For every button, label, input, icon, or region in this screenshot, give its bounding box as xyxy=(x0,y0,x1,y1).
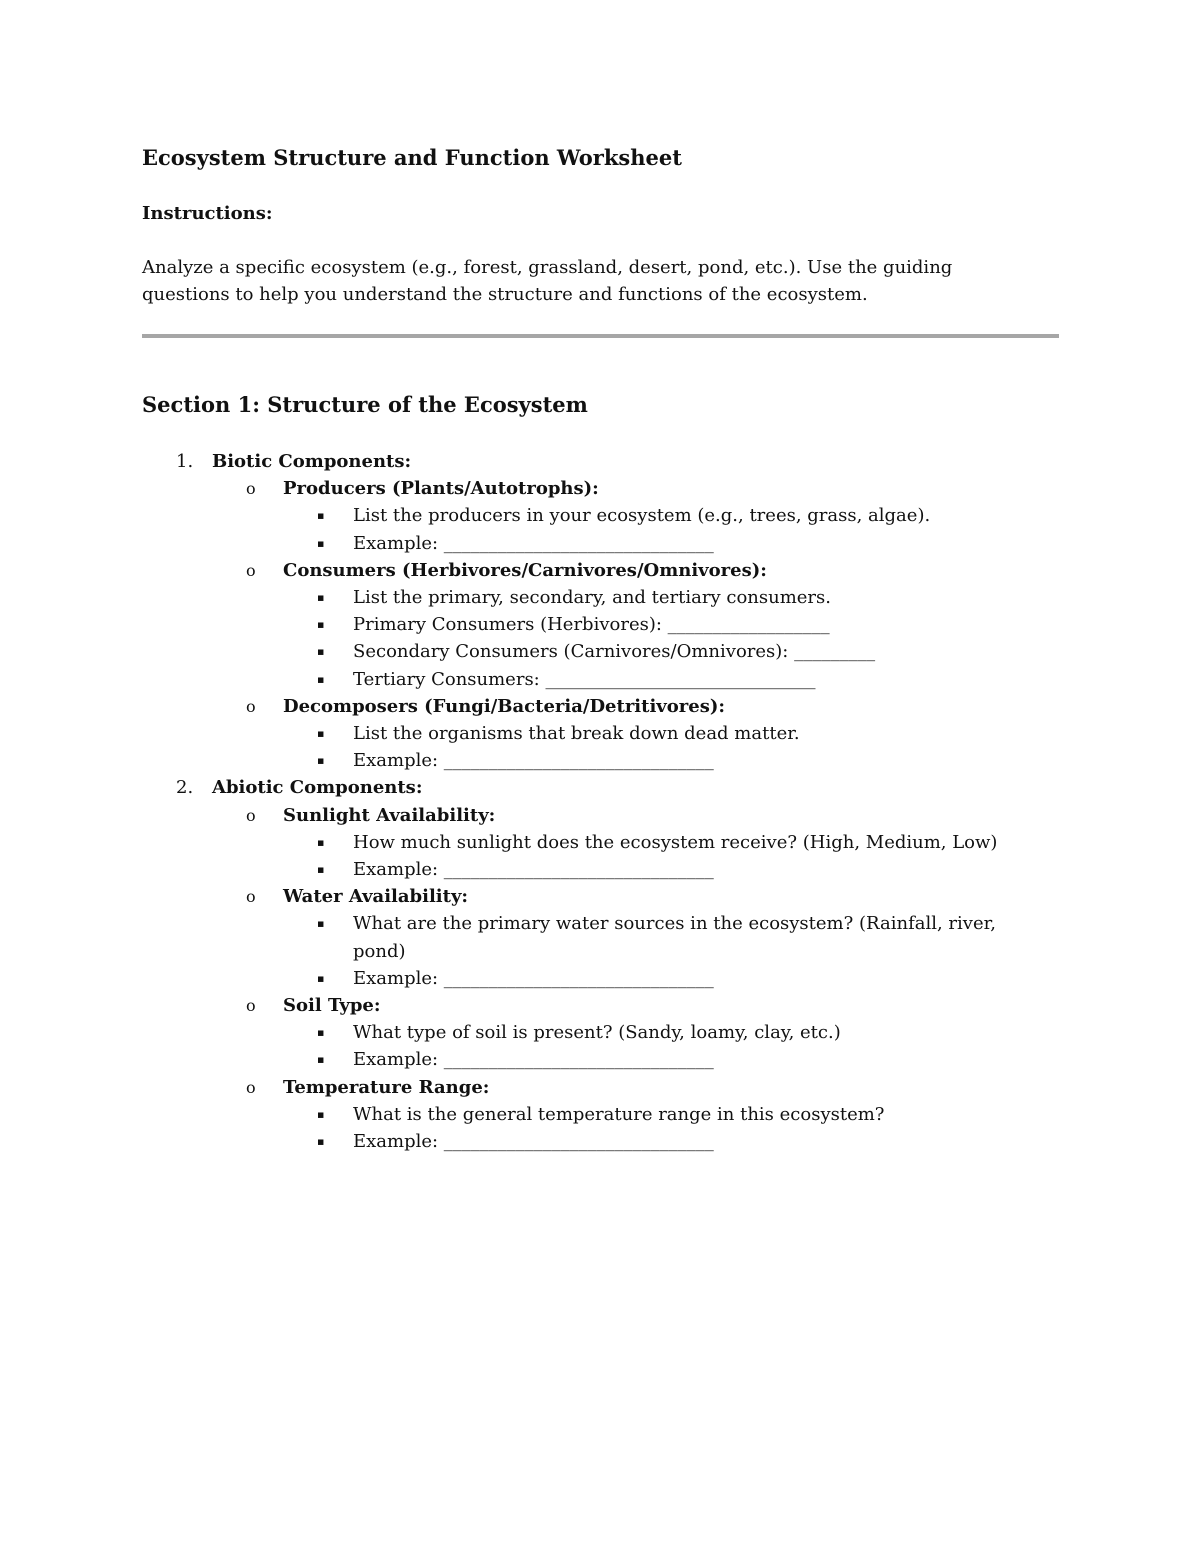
abiotic-components-item xyxy=(142,774,1062,801)
square-bullet-icon: ▪ xyxy=(317,536,325,550)
water-prompt: What are the primary water sources in the ecosystem? (Rainfall, river, pond) xyxy=(353,913,996,962)
decomposers-prompt: List the organisms that break down dead matter. xyxy=(353,723,800,745)
list-item xyxy=(142,502,1062,529)
sunlight-item xyxy=(142,802,1062,829)
circle-bullet-icon: o xyxy=(246,996,256,1016)
primary-consumers-blank: Primary Consumers (Herbivores): __________________ xyxy=(353,614,830,636)
soil-prompt: What type of soil is present? (Sandy, loamy, clay, etc.) xyxy=(353,1022,841,1044)
temperature-label: Temperature Range: xyxy=(283,1076,490,1098)
consumers-label: Consumers (Herbivores/Carnivores/Omnivores): xyxy=(283,559,767,581)
horizontal-divider xyxy=(142,334,1059,338)
producers-example-blank: Example: ______________________________ xyxy=(353,532,714,554)
list-item xyxy=(142,910,1043,964)
square-bullet-icon: ▪ xyxy=(317,1026,325,1040)
list-item xyxy=(142,1101,1062,1128)
list-item xyxy=(142,530,1062,557)
section-1-title: Section 1: Structure of the Ecosystem xyxy=(142,392,588,417)
square-bullet-icon: ▪ xyxy=(317,1053,325,1067)
decomposers-item xyxy=(142,693,1062,720)
square-bullet-icon: ▪ xyxy=(317,672,325,686)
soil-label: Soil Type: xyxy=(283,995,381,1017)
square-bullet-icon: ▪ xyxy=(317,971,325,985)
square-bullet-icon: ▪ xyxy=(317,618,325,632)
document-title: Ecosystem Structure and Function Worksheet xyxy=(142,145,682,170)
square-bullet-icon: ▪ xyxy=(317,509,325,523)
consumers-item xyxy=(142,557,1062,584)
water-label: Water Availability: xyxy=(283,886,469,908)
sunlight-prompt: How much sunlight does the ecosystem receive? (High, Medium, Low) xyxy=(353,831,998,853)
instructions-heading: Instructions: xyxy=(142,203,273,224)
list-item xyxy=(142,1128,1062,1155)
square-bullet-icon: ▪ xyxy=(317,835,325,849)
square-bullet-icon: ▪ xyxy=(317,1135,325,1149)
list-item xyxy=(142,584,1062,611)
list-item xyxy=(142,747,1062,774)
temperature-prompt: What is the general temperature range in this ecosystem? xyxy=(353,1103,885,1125)
temperature-example-blank: Example: ______________________________ xyxy=(353,1131,714,1153)
soil-example-blank: Example: ______________________________ xyxy=(353,1049,714,1071)
biotic-components-label: Biotic Components: xyxy=(212,451,412,472)
temperature-item xyxy=(142,1074,1062,1101)
square-bullet-icon: ▪ xyxy=(317,727,325,741)
abiotic-components-label: Abiotic Components: xyxy=(212,777,423,799)
sunlight-label: Sunlight Availability: xyxy=(283,804,496,826)
square-bullet-icon: ▪ xyxy=(317,917,325,931)
instructions-text: Analyze a specific ecosystem (e.g., forest, grassland, desert, pond, etc.). Use the guiding questions to help you understand the structure and functions of the ecosystem. xyxy=(142,257,953,305)
list-item xyxy=(142,965,1062,992)
square-bullet-icon: ▪ xyxy=(317,863,325,877)
list-item xyxy=(142,611,1062,638)
circle-bullet-icon: o xyxy=(246,805,256,825)
decomposers-label: Decomposers (Fungi/Bacteria/Detritivores): xyxy=(283,695,725,717)
square-bullet-icon: ▪ xyxy=(317,591,325,605)
list-item xyxy=(142,720,1062,747)
tertiary-consumers-blank: Tertiary Consumers: ______________________________ xyxy=(353,668,816,690)
list-number: 2. xyxy=(176,777,194,799)
biotic-components-item xyxy=(142,448,1062,475)
circle-bullet-icon: o xyxy=(246,887,256,907)
secondary-consumers-blank: Secondary Consumers (Carnivores/Omnivores): _________ xyxy=(353,641,876,663)
list-item xyxy=(142,638,1062,665)
sunlight-example-blank: Example: ______________________________ xyxy=(353,859,714,881)
decomposers-example-blank: Example: ______________________________ xyxy=(353,750,714,772)
list-item xyxy=(142,1019,1062,1046)
list-item xyxy=(142,1046,1062,1073)
water-example-blank: Example: ______________________________ xyxy=(353,967,714,989)
square-bullet-icon: ▪ xyxy=(317,1107,325,1121)
consumers-prompt: List the primary, secondary, and tertiary consumers. xyxy=(353,587,831,609)
circle-bullet-icon: o xyxy=(246,560,256,580)
producers-prompt: List the producers in your ecosystem (e.g., trees, grass, algae). xyxy=(353,505,931,527)
circle-bullet-icon: o xyxy=(246,696,256,716)
list-item xyxy=(142,666,1062,693)
circle-bullet-icon: o xyxy=(246,479,256,499)
section-1-outline xyxy=(142,448,1062,1155)
producers-label: Producers (Plants/Autotrophs): xyxy=(283,478,599,500)
square-bullet-icon: ▪ xyxy=(317,645,325,659)
producers-item xyxy=(142,475,1062,502)
water-item xyxy=(142,883,1062,910)
soil-item xyxy=(142,992,1062,1019)
circle-bullet-icon: o xyxy=(246,1077,256,1097)
list-item xyxy=(142,856,1062,883)
square-bullet-icon: ▪ xyxy=(317,754,325,768)
list-number: 1. xyxy=(176,451,194,472)
list-item xyxy=(142,829,1062,856)
